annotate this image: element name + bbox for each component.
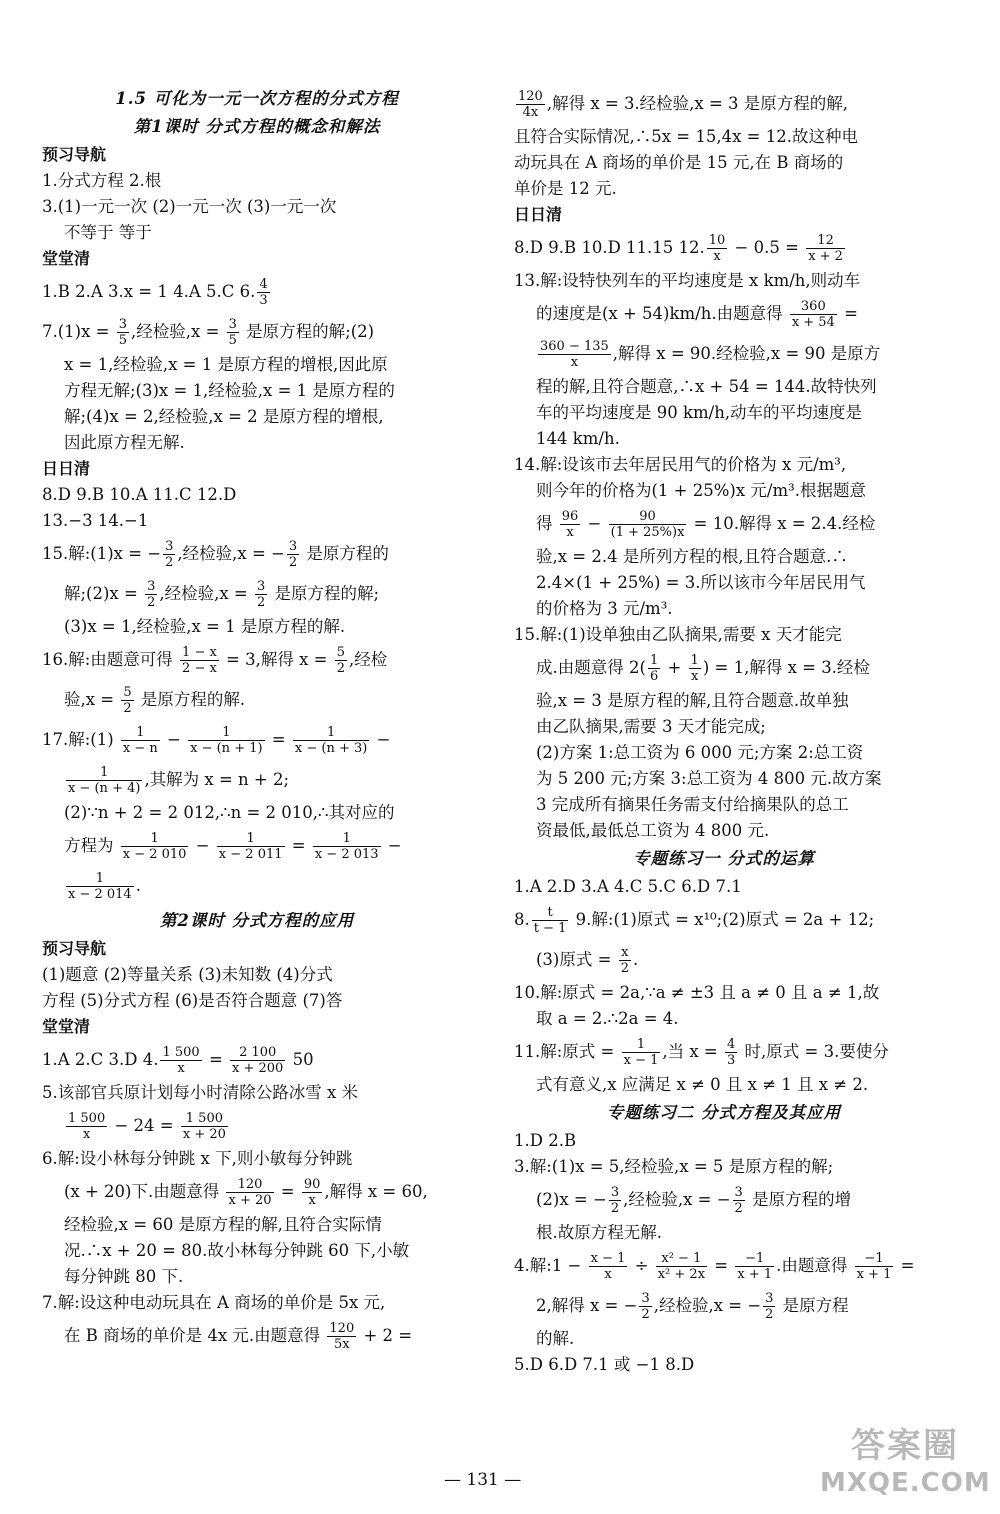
answer-line [42,680,472,720]
answer-line [514,294,934,334]
answer-line: (3)x = 1,经检验,x = 1 是原方程的解. [64,617,346,636]
fraction-numerator: 4 [727,1037,736,1052]
answer-line: x = 1,经检验,x = 1 是原方程的增根,因此原 [64,355,388,374]
fraction-numerator: 3 [147,579,156,594]
answer-text: − 24 = [109,1116,179,1135]
fraction-numerator: 5 [123,685,132,700]
answer-text: 成.由题意得 2( [536,658,646,677]
answer-line: 13.−3 14.−1 [42,511,149,530]
answer-text: ,经检验,x = − [177,544,285,563]
answer-text: ,经检验,x = [159,584,253,603]
fraction-numerator: 3 [118,317,128,332]
section-heading: 日日清 [514,205,563,224]
answer-text: ,经检验,x = [131,322,225,341]
answer-line: 验,x = 2.4 是所列方程的根,且符合题意.∴ [536,547,848,566]
fraction [538,339,611,370]
fraction-numerator: 3 [256,579,266,594]
fraction-denominator: x − n [122,741,158,756]
answer-text: = [709,1256,734,1275]
answer-line: 车的平均速度是 90 km/h,动车的平均速度是 [536,403,863,422]
answer-text: = 3,解得 x = [220,650,333,669]
answer-text: = [895,1256,915,1275]
answer-line: 因此原方程无解. [64,433,185,452]
fraction-denominator: x [691,669,699,684]
fraction-denominator: x − 2 013 [314,847,379,862]
answer-line: 13.解:设特快列车的平均速度是 x km/h,则动车 [514,271,861,290]
answer-line [42,1106,472,1146]
answer-text: ,解得 x = 60, [324,1182,428,1201]
fraction [188,725,264,756]
section-heading: 预习导航 [42,145,107,164]
answer-line: 14.解:设该市去年居民用气的价格为 x 元/m³, [514,455,847,474]
fraction-numerator: 120 [329,1321,355,1336]
fraction [293,725,369,756]
answer-line: 1.D 2.B [514,1131,577,1150]
fraction [117,317,129,348]
fraction [609,1185,621,1216]
fraction [255,579,267,610]
fraction-numerator: 1 [121,831,189,847]
answer-text: 在 B 商场的单价是 4x 元.由题意得 [64,1326,326,1345]
fraction-denominator: x [566,525,574,540]
answer-text: . [135,876,141,895]
answer-line: 5.该部官兵原计划每小时清除公路冰雪 x 米 [42,1083,359,1102]
fraction-denominator: (1 + 25%)x [610,525,685,540]
fraction [66,1111,107,1142]
fraction-numerator: 1 [690,653,699,668]
answer-line [42,866,472,906]
answer-line: 则今年的价格为(1 + 25%)x 元/m³.根据题意 [536,481,866,500]
fraction-numerator: −1 [855,1251,894,1267]
fraction-denominator: 2 [765,1307,774,1322]
answer-text: + 2 = [358,1326,413,1345]
answer-text: 8. [514,910,530,929]
fraction [790,299,837,330]
answer-text: 是原方程的解. [135,690,246,709]
section-heading: 堂堂清 [42,1017,91,1036]
fraction-denominator: x − (n + 1) [190,741,263,756]
answer-line: 6.解:设小林每分钟跳 x 下,则小敏每分钟跳 [42,1149,353,1168]
fraction-denominator: x − 1 [623,1053,659,1068]
fraction [735,1251,774,1282]
fraction-denominator: x + 1 [737,1267,773,1282]
answer-line: 2.4×(1 + 25%) = 3.所以该市今年居民用气 [536,573,866,592]
fraction [532,905,569,936]
answer-text: ,解得 x = 90.经检验,x = 90 是原方 [612,344,881,363]
answer-line: 15.解:(1)设单独由乙队摘果,需要 x 天才能完 [514,625,842,644]
left-column [42,84,472,1356]
answer-line: 由乙队摘果,需要 3 天才能完成; [536,717,766,736]
fraction-numerator: 1 [66,765,142,781]
answer-text: − [371,730,391,749]
fraction-denominator: 5x [334,1337,350,1352]
answer-text: 得 [536,514,558,533]
answer-text: 是原方程的 [301,544,389,563]
fraction-numerator: 5 [336,645,346,660]
answer-text: 的速度是(x + 54)km/h.由题意得 [536,304,788,323]
fraction [121,685,133,716]
section-title: 专题练习一 分式的运算 [633,849,815,868]
answer-text: 时,原式 = 3.要使分 [739,1042,889,1061]
fraction [121,725,160,756]
answer-text: ÷ [629,1256,654,1275]
answer-line: 式有意义,x 应满足 x ≠ 0 且 x ≠ 1 且 x ≠ 2. [536,1075,869,1094]
section-title: 专题练习二 分式方程及其应用 [606,1103,842,1122]
section-heading: 日日清 [42,459,91,478]
answer-line: 10.解:原式 = 2a,∵a ≠ ±3 且 a ≠ 0 且 a ≠ 1,故 [514,983,880,1002]
answer-text: .由题意得 [776,1256,853,1275]
answer-line: 的价格为 3 元/m³. [536,599,673,618]
fraction-denominator: 2 [336,661,346,676]
answer-text: 8.D 9.B 10.D 11.15 12. [514,238,705,257]
fraction [335,645,347,676]
answer-line [42,574,472,614]
fraction-denominator: t − 1 [533,921,567,936]
answer-line [42,640,472,680]
watermark-text-cn: 答案圈 [851,1426,959,1466]
answer-text: 11.解:原式 = [514,1042,620,1061]
fraction-numerator: 1 − x [182,645,217,660]
fraction-numerator: 1 [217,831,285,847]
answer-text: 4.解:1 − [514,1256,587,1275]
fraction [66,871,134,902]
answer-text: − [161,730,187,749]
fraction-denominator: 6 [649,669,659,684]
answer-text: 2,解得 x = − [536,1296,638,1315]
fraction-numerator: 1 500 [162,1045,200,1060]
fraction-denominator: 2 [734,1201,743,1216]
answer-line: 1.分式方程 2.根 [42,171,162,190]
answer-line: 方程无解;(3)x = 1,经检验,x = 1 是原方程的 [64,381,395,400]
fraction [656,1251,707,1282]
answer-text: (3)原式 = [536,950,617,969]
fraction [227,317,239,348]
answer-text: 15.解:(1)x = − [42,544,162,563]
answer-line [514,334,934,374]
fraction-numerator: 1 [121,725,160,741]
answer-text: 解;(2)x = [64,584,144,603]
fraction-denominator: 5 [228,333,237,348]
answer-text: + [662,658,687,677]
fraction-denominator: x² + 2x [657,1267,706,1282]
fraction-denominator: x [713,249,721,264]
answer-line: 根.故原方程无解. [536,1223,662,1242]
fraction-numerator: 1 500 [68,1111,106,1126]
fraction [725,1037,737,1068]
watermark-text-en: MXQE.COM [820,1468,991,1498]
answer-text: 1.B 2.A 3.x = 1 4.A 5.C 6. [42,282,256,301]
fraction-denominator: 2 [288,555,298,570]
fraction-numerator: 1 [66,871,134,887]
fraction [160,1045,201,1076]
answer-line [514,1180,934,1220]
fraction-denominator: x + 20 [228,1193,272,1208]
answer-line: (2)∵n + 2 = 2 012,∴n = 2 010,∴其对应的 [64,803,395,822]
answer-text: 16.解:由题意可得 [42,650,179,669]
answer-line: 解;(4)x = 2,经检验,x = 2 是原方程的增根, [64,407,384,426]
fraction [733,1185,745,1216]
fraction-denominator: x + 54 [791,315,835,330]
answer-line: 且符合实际情况,∴5x = 15,4x = 12.故这种电 [514,127,858,146]
answer-text: = [266,730,291,749]
fraction-numerator: 90 [303,1177,321,1192]
fraction-numerator: 1 [622,1037,661,1053]
answer-text: 验,x = [64,690,120,709]
fraction [763,1291,775,1322]
section-title: 第2课时 分式方程的应用 [159,911,355,930]
fraction [648,653,660,684]
fraction-numerator: 1 [293,725,369,741]
fraction-denominator: x − 2 010 [122,847,187,862]
fraction-denominator: x − (n + 4) [68,781,141,796]
answer-text: ,解得 x = 3.经检验,x = 3 是原方程的解, [546,94,849,113]
fraction [181,1111,228,1142]
answer-line [42,826,472,866]
answer-line: 取 a = 2.∴2a = 4. [536,1009,679,1028]
fraction [589,1251,628,1282]
fraction-numerator: 90 [609,509,687,525]
answer-text: = [203,1050,229,1069]
fraction-denominator: 2 [123,701,132,716]
answer-line: 方程 (5)分式方程 (6)是否符合题意 (7)答 [42,991,343,1010]
fraction-denominator: 2 [256,595,266,610]
fraction-denominator: 3 [259,293,268,308]
answer-text: − [382,836,402,855]
fraction [217,831,285,862]
answer-line: (2)方案 1:总工资为 6 000 元;方案 2:总工资 [536,743,864,762]
answer-line [42,312,472,352]
fraction [560,509,581,540]
fraction-denominator: 2 [165,555,174,570]
fraction-numerator: 3 [734,1185,743,1200]
answer-text: − [582,514,607,533]
answer-text: 7.(1)x = [42,322,115,341]
answer-line [42,534,472,574]
answer-text: = [286,836,311,855]
fraction-denominator: x + 200 [232,1061,284,1076]
fraction-denominator: 2 [610,1201,620,1216]
watermark-logo [820,1424,990,1508]
fraction-denominator: x [177,1061,185,1076]
section-heading: 预习导航 [42,939,107,958]
answer-text: . [632,950,639,969]
fraction-denominator: x + 2 [808,249,843,264]
fraction [707,233,728,264]
fraction [689,653,701,684]
answer-line [42,720,472,760]
answer-text: = [838,304,858,323]
answer-text: 是原方程 [777,1296,849,1315]
answer-text: (2)x = − [536,1190,607,1209]
fraction-numerator: x − 1 [590,1251,626,1266]
answer-line: 动玩具在 A 商场的单价是 15 元,在 B 商场的 [514,153,844,172]
fraction [257,277,269,308]
fraction-numerator: 120 [226,1177,273,1193]
fraction [226,1177,273,1208]
fraction-numerator: x [619,945,631,961]
fraction [145,579,157,610]
answer-text: − [190,836,215,855]
answer-text: 9.解:(1)原式 = x¹⁰;(2)原式 = 2a + 12; [570,910,875,929]
fraction-denominator: x − 2 011 [218,847,283,862]
answer-line: 3.(1)一元一次 (2)一元一次 (3)一元一次 [42,197,337,216]
fraction [619,945,631,976]
answer-text: 方程为 [64,836,119,855]
fraction-denominator: x − 2 014 [68,887,132,902]
answer-line: 不等于 等于 [64,223,152,242]
answer-text: (x + 20)下.由题意得 [64,1182,225,1201]
fraction-numerator: 360 − 135 [540,339,609,354]
answer-text: 1.A 2.C 3.D 4. [42,1050,159,1069]
fraction [230,1045,285,1076]
fraction-numerator: 3 [288,539,298,554]
fraction [622,1037,661,1068]
answer-line: 资最低,最低总工资为 4 800 元. [536,821,770,840]
fraction [163,539,175,570]
answer-line: 7.解:设这种电动玩具在 A 商场的单价是 5x 元, [42,1293,386,1312]
fraction [806,233,845,264]
answer-line [42,1172,472,1212]
answer-text: 是原方程的解;(2) [240,322,375,341]
answer-text: 是原方程的增 [746,1190,852,1209]
answer-line: 经检验,x = 60 是原方程的解,且符合实际情 [64,1215,382,1234]
fraction-numerator: 1 [313,831,381,847]
fraction-numerator: 4 [259,277,268,292]
answer-line: 3 完成所有摘果任务需支付给摘果队的总工 [536,795,849,814]
answer-line [514,228,934,268]
fraction-denominator: 2 [641,1307,650,1322]
answer-line: 程的解,且符合题意,∴x + 54 = 144.故特快列 [536,377,877,396]
answer-line: 144 km/h. [536,429,620,448]
fraction-denominator: 2 [147,595,156,610]
fraction-numerator: 3 [165,539,174,554]
fraction-numerator: 10 [708,233,726,248]
fraction-numerator: −1 [735,1251,774,1267]
answer-line: 验,x = 3 是原方程的解,且符合题意.故单独 [536,691,849,710]
answer-text: ,经检验,x = − [653,1296,762,1315]
fraction-numerator: 360 [790,299,837,315]
fraction [180,645,219,676]
answer-line: 为 5 200 元;方案 3:总工资为 4 800 元.故方案 [536,769,882,788]
answer-text: − 0.5 = [729,238,805,257]
answer-line: 1.A 2.D 3.A 4.C 5.C 6.D 7.1 [514,877,742,896]
fraction-numerator: 3 [765,1291,774,1306]
answer-text: 17.解:(1) [42,730,119,749]
fraction-numerator: 96 [561,509,579,524]
answer-line [514,504,934,544]
fraction-denominator: x [604,1267,612,1282]
fraction [302,1177,323,1208]
answer-line [514,648,934,688]
answer-line [42,1316,472,1356]
fraction-numerator: 12 [806,233,845,249]
answer-line: 8.D 9.B 10.A 11.C 12.D [42,485,237,504]
answer-text: ,经检 [349,650,388,669]
answer-text: ,其解为 x = n + 2; [144,770,290,789]
answer-text: 是原方程的解; [269,584,380,603]
answer-line [514,1032,934,1072]
fraction-numerator: 1 [649,653,659,668]
fraction-denominator: x [308,1193,316,1208]
fraction [855,1251,894,1282]
answer-text: ) = 1,解得 x = 3.经检 [702,658,870,677]
fraction-denominator: 2 − x [182,661,217,676]
fraction [313,831,381,862]
fraction-denominator: x + 1 [856,1267,892,1282]
fraction-denominator: x [82,1127,91,1142]
fraction-numerator: 2 100 [230,1045,285,1061]
fraction [609,509,687,540]
answer-line [42,1040,472,1080]
fraction-denominator: 5 [118,333,128,348]
fraction-denominator: x [570,355,579,370]
answer-text: 50 [287,1050,314,1069]
fraction-numerator: x² − 1 [656,1251,707,1267]
answer-line: 3.解:(1)x = 5,经检验,x = 5 是原方程的解; [514,1157,834,1176]
fraction [639,1291,651,1322]
answer-text: ,当 x = [662,1042,724,1061]
answer-line: 况.∴x + 20 = 80.故小林每分钟跳 60 下,小敏 [64,1241,410,1260]
answer-line: 每分钟跳 80 下. [64,1267,184,1286]
fraction [516,89,545,120]
answer-line: 单价是 12 元. [514,179,617,198]
fraction-numerator: 3 [641,1291,650,1306]
fraction [327,1321,356,1352]
answer-line [42,272,472,312]
fraction-denominator: 2 [620,961,629,976]
answer-line [514,940,934,980]
answer-line: 的解. [536,1329,575,1348]
answer-line [514,1246,934,1286]
fraction-numerator: 120 [518,89,543,104]
fraction-numerator: 1 500 [181,1111,228,1127]
page-number: — 131 — [444,1470,522,1490]
section-title: 第1课时 分式方程的概念和解法 [133,117,381,136]
answer-line: 5.D 6.D 7.1 或 −1 8.D [514,1355,695,1374]
answer-line [514,900,934,940]
fraction-numerator: 3 [610,1185,620,1200]
fraction-denominator: 4x [522,105,539,120]
answer-text: = 10.解得 x = 2.4.经检 [688,514,876,533]
fraction-numerator: t [532,905,569,921]
fraction [287,539,299,570]
fraction [121,831,189,862]
answer-line [514,84,934,124]
answer-text: = [275,1182,300,1201]
answer-line: (1)题意 (2)等量关系 (3)未知数 (4)分式 [42,965,333,984]
answer-line [514,1286,934,1326]
fraction-denominator: 3 [727,1053,736,1068]
section-title: 1.5 可化为一元一次方程的分式方程 [115,89,399,108]
answer-text: ,经检验,x = − [623,1190,731,1209]
fraction [66,765,142,796]
answer-line [42,760,472,800]
section-heading: 堂堂清 [42,249,91,268]
fraction-denominator: x + 20 [182,1127,226,1142]
right-column [514,84,934,1378]
fraction-denominator: x − (n + 3) [294,741,368,756]
fraction-numerator: 1 [188,725,264,741]
fraction-numerator: 3 [228,317,237,332]
